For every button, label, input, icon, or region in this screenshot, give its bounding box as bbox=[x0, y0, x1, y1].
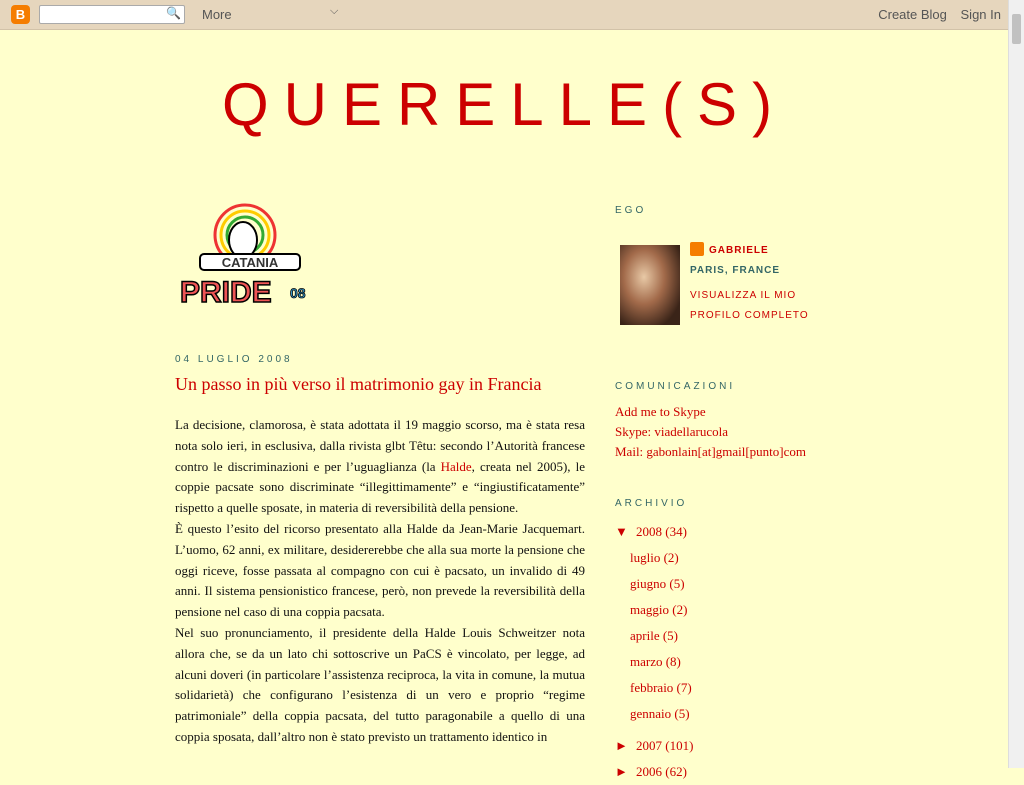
archive-month[interactable]: gennaio (5) bbox=[630, 706, 690, 721]
svg-text:CATANIA: CATANIA bbox=[221, 255, 279, 270]
svg-text:08: 08 bbox=[290, 285, 306, 301]
profile-name[interactable]: GABRIELE bbox=[709, 245, 769, 256]
post-title[interactable]: Un passo in più verso il matrimonio gay in Francia bbox=[175, 374, 542, 394]
text: , creata nel 2005), le coppie pacsate sono discriminate “illegittimamente” e “ingiustificatamente” rispetto a quelle sposate, in materia di reversibilità della pensione. bbox=[175, 458, 585, 516]
ego-heading: EGO bbox=[615, 205, 647, 216]
profile-widget bbox=[615, 226, 835, 326]
blogger-logo-icon[interactable]: B bbox=[11, 5, 30, 24]
paragraph bbox=[175, 415, 585, 519]
sidebar bbox=[615, 205, 835, 785]
post-date: 04 LUGLIO 2008 bbox=[175, 354, 293, 365]
blog-title[interactable]: QUERELLE(S) bbox=[221, 71, 788, 138]
archive-list bbox=[615, 519, 835, 785]
archive-heading: ARCHIVIO bbox=[615, 498, 688, 509]
year-label[interactable]: 2008 (34) bbox=[636, 524, 687, 539]
expand-toggle-icon[interactable]: ► bbox=[615, 738, 628, 753]
year-label[interactable]: 2006 (62) bbox=[636, 764, 687, 779]
paragraph: È questo l’esito del ricorso presentato alla Halde da Jean-Marie Jacquemart. L’uomo, 62 anni, ex militare, desidererebbe che alla sua morte la pensione che oggi riceve, fosse passata al compagno con cui è pacsato, un invalido di 49 anni. Il sistema pensionistico francese, però, non prevede la reversibilità della pensione nel caso di una coppia pacsata. bbox=[175, 520, 585, 620]
archive-month[interactable]: luglio (2) bbox=[630, 550, 679, 565]
text: La decisione, clamorosa, è stata adottata il 19 maggio scorso, ma è stata resa nota solo ieri, in esclusiva, dalla rivista glbt Têtu: secondo l’Autorità francese contro le discriminazioni e per l’uguaglianza (la bbox=[175, 417, 585, 474]
search-icon[interactable]: 🔍 bbox=[166, 6, 181, 20]
archive-month[interactable]: maggio (2) bbox=[630, 602, 688, 617]
main-column bbox=[175, 190, 585, 748]
full-profile-link[interactable]: VISUALIZZA IL MIO PROFILO COMPLETO bbox=[690, 290, 809, 321]
sign-in-link[interactable]: Sign In bbox=[960, 7, 1001, 22]
collapse-toggle-icon[interactable]: ▼ bbox=[615, 524, 628, 539]
chevron-down-icon[interactable]: ⌵ bbox=[330, 5, 339, 17]
archive-month[interactable]: giugno (5) bbox=[630, 576, 685, 591]
year-label[interactable]: 2007 (101) bbox=[636, 738, 694, 753]
more-menu[interactable]: More bbox=[202, 7, 232, 22]
search-input[interactable] bbox=[39, 5, 185, 24]
archive-month[interactable]: aprile (5) bbox=[630, 628, 679, 643]
profile-photo[interactable] bbox=[620, 245, 680, 325]
profile-location: PARIS, FRANCE bbox=[690, 265, 781, 276]
archive-month[interactable]: marzo (8) bbox=[630, 654, 681, 669]
post-body bbox=[175, 415, 585, 748]
archive-year[interactable] bbox=[615, 733, 835, 759]
comm-heading: COMUNICAZIONI bbox=[615, 381, 736, 392]
blogger-icon bbox=[690, 242, 704, 256]
archive-month[interactable]: febbraio (7) bbox=[630, 680, 692, 695]
skype-id: Skype: viadellarucola bbox=[615, 424, 728, 439]
mail-address: Mail: gabonlain[at]gmail[punto]com bbox=[615, 444, 806, 459]
skype-button[interactable] bbox=[615, 402, 835, 422]
svg-text:PRIDE: PRIDE bbox=[180, 276, 272, 309]
paragraph: Nel suo pronunciamento, il presidente della Halde Louis Schweitzer nota allora che, se da un lato chi sottoscrive un PaCS è vincolato, per legge, ad alcuni doveri (in particolare l’assistenza reciproca, la vita in comune, la mutua solidarietà) che configurano l’esistenza di un vero e proprio “regime patrimoniale” della coppia pacsata, del tutto paragonabile a quello di una coppia sposata, dall’altro non è stato previsto un trattamento identico in bbox=[175, 624, 585, 744]
skype-alt-text: Add me to Skype bbox=[615, 404, 706, 419]
expand-toggle-icon[interactable]: ► bbox=[615, 764, 628, 779]
create-blog-link[interactable]: Create Blog bbox=[878, 7, 947, 22]
scrollbar[interactable] bbox=[1008, 0, 1024, 768]
blogger-navbar bbox=[0, 0, 1009, 30]
catania-pride-logo bbox=[175, 190, 325, 310]
scrollbar-thumb[interactable] bbox=[1012, 14, 1021, 44]
halde-link[interactable]: Halde bbox=[440, 458, 472, 474]
archive-year[interactable] bbox=[615, 519, 835, 545]
archive-year[interactable] bbox=[615, 759, 835, 785]
